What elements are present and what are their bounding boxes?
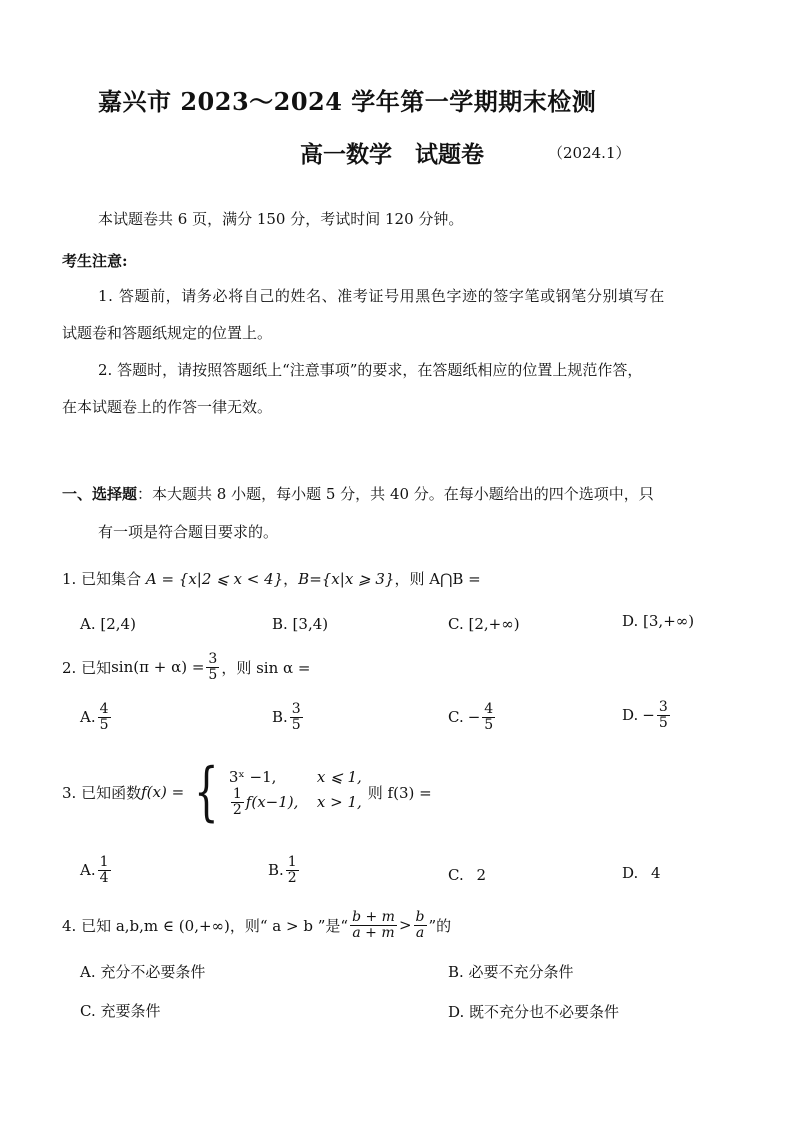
notice-heading: 考生注意: xyxy=(62,252,128,270)
q2-option-b xyxy=(272,702,305,732)
q4-option-d: D. 既不充分也不必要条件 xyxy=(448,1003,620,1021)
q1-suffix: ，则 A⋂B = xyxy=(394,570,481,588)
q4-den2: a xyxy=(415,924,425,941)
q4-num1: b + m xyxy=(352,909,395,925)
q3-option-c xyxy=(448,866,486,884)
q3-c-value: 2 xyxy=(476,866,487,884)
q1-option-b: B. [3,4) xyxy=(272,615,329,633)
question-2 xyxy=(62,652,310,682)
q4-option-b: B. 必要不充分条件 xyxy=(448,963,574,981)
q3-b-letter: B. xyxy=(268,861,284,880)
q3-b-den: 2 xyxy=(287,869,297,886)
exam-title: 嘉兴市 2023～2024 学年第一学期期末检测 xyxy=(98,87,597,116)
q3-a-num: 1 xyxy=(99,854,109,870)
q4-option-a: A. 充分不必要条件 xyxy=(80,963,206,981)
left-brace-icon: { xyxy=(194,755,219,829)
q3-prefix: 3. 已知函数 xyxy=(62,783,142,802)
q1-sep: ， xyxy=(283,570,299,588)
q2-fraction xyxy=(206,652,219,682)
q2-lhs: sin(π + α) = xyxy=(111,658,205,677)
q1-set-b: B={x|x ⩾ 3} xyxy=(298,570,395,588)
exam-date: （2024.1） xyxy=(548,144,631,162)
q1-option-c: C. [2,+∞) xyxy=(448,615,520,633)
question-4 xyxy=(62,910,451,940)
q3-suffix: 则 f(3) = xyxy=(367,783,432,802)
q2-d-letter: D. xyxy=(622,706,639,725)
q4-num2: b xyxy=(415,909,425,925)
q3-case2-num: 1 xyxy=(232,785,242,802)
q2-den: 5 xyxy=(208,666,218,683)
q2-option-d xyxy=(622,700,672,730)
q2-b-letter: B. xyxy=(272,708,288,727)
exam-subject: 高一数学 试题卷 xyxy=(300,141,484,168)
q3-case1-expr: 3ˣ −1, xyxy=(228,767,277,786)
q2-b-num: 3 xyxy=(291,701,301,717)
q2-a-num: 4 xyxy=(99,701,109,717)
q3-d-letter: D. xyxy=(622,864,639,882)
section1-intro xyxy=(62,483,654,504)
note2-line2: 在本试题卷上的作答一律无效。 xyxy=(62,398,273,416)
q3-b-num: 1 xyxy=(287,854,297,870)
q1-option-a: A. [2,4) xyxy=(80,615,136,633)
q1-option-d: D. [3,+∞) xyxy=(622,612,695,630)
q2-suffix: ，则 sin α = xyxy=(221,658,311,677)
q3-d-value: 4 xyxy=(651,864,661,882)
q2-option-c xyxy=(448,702,497,732)
note1-line2: 试题卷和答题纸规定的位置上。 xyxy=(62,324,273,342)
section1-desc: ：本大题共 8 小题，每小题 5 分，共 40 分。在每小题给出的四个选项中，只 xyxy=(137,485,654,503)
section1-heading: 一、选择题 xyxy=(62,485,138,503)
q2-c-num: 4 xyxy=(484,701,494,717)
note2-line1: 2. 答题时，请按照答题纸上“注意事项”的要求，在答题纸相应的位置上规范作答， xyxy=(98,361,643,379)
q2-c-letter: C. xyxy=(448,708,464,727)
q2-option-a xyxy=(80,702,113,732)
q3-c-letter: C. xyxy=(448,866,464,884)
section1-desc-line2: 有一项是符合题目要求的。 xyxy=(98,523,279,541)
q2-prefix: 2. 已知 xyxy=(62,658,112,677)
q2-a-den: 5 xyxy=(99,716,109,733)
q3-option-b xyxy=(268,855,301,885)
q2-c-sign: − xyxy=(467,708,481,727)
q3-case2-expr: f(x−1), xyxy=(245,793,299,811)
q1-prefix: 1. 已知集合 xyxy=(62,570,146,588)
q4-den1: a + m xyxy=(352,924,395,941)
q3-a-den: 4 xyxy=(99,869,109,886)
q4-option-c: C. 充要条件 xyxy=(80,1002,161,1020)
q3-fx: f(x) = xyxy=(141,783,185,801)
q2-d-num: 3 xyxy=(658,699,668,715)
q1-set-a: A = {x|2 ⩽ x < 4} xyxy=(145,570,284,588)
q3-option-d xyxy=(622,864,661,882)
question-3 xyxy=(62,755,432,829)
q4-prefix: 4. 已知 a,b,m ∈ (0,+∞)，则“ a > b ”是“ xyxy=(62,916,349,935)
q3-piecewise xyxy=(184,755,362,829)
note1-line1: 1. 答题前，请务必将自己的姓名、准考证号用黑色字迹的签字笔或钢笔分别填写在 xyxy=(98,287,665,305)
q2-c-den: 5 xyxy=(484,716,494,733)
q2-a-letter: A. xyxy=(80,708,96,727)
q3-case2-den: 2 xyxy=(232,801,242,818)
question-1 xyxy=(62,568,481,589)
q3-a-letter: A. xyxy=(80,861,96,880)
q3-option-a xyxy=(80,855,113,885)
q2-d-sign: − xyxy=(642,706,655,725)
q2-num: 3 xyxy=(208,651,218,667)
exam-summary: 本试题卷共 6 页，满分 150 分，考试时间 120 分钟。 xyxy=(98,210,464,228)
q4-suffix: ”的 xyxy=(428,916,452,935)
q3-case2-cond: x > 1, xyxy=(316,793,362,811)
q2-d-den: 5 xyxy=(658,714,668,731)
q2-b-den: 5 xyxy=(291,716,301,733)
q4-gt: > xyxy=(398,916,412,935)
q3-case1-cond: x ⩽ 1, xyxy=(316,767,362,786)
